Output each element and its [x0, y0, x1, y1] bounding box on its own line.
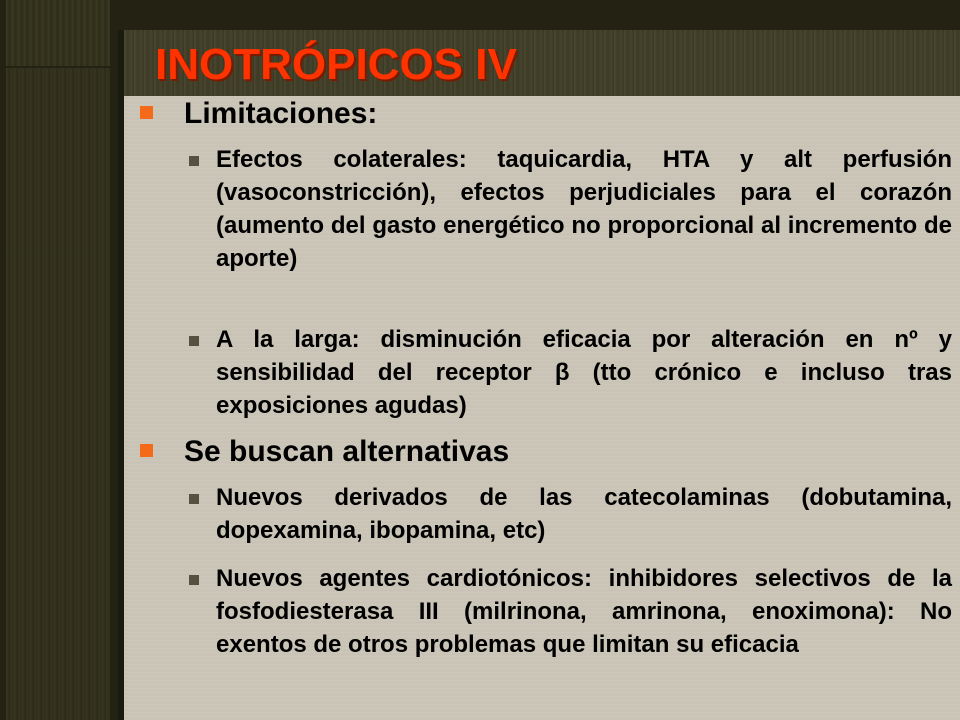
list-item	[216, 323, 952, 422]
list-item-text: Nuevos agentes cardiotónicos: inhibidores selectivos de la fosfodiesterasa III (milrinona, amrinona, enoximona): No exentos de otros problemas que limitan su eficacia	[216, 565, 952, 658]
square-bullet-icon	[140, 106, 153, 119]
square-bullet-icon	[140, 444, 153, 457]
section-heading-text: Se buscan alternativas	[184, 435, 510, 468]
section-heading-text: Limitaciones:	[184, 97, 378, 130]
list-item	[216, 562, 952, 661]
slide-title: INOTRÓPICOS IV	[155, 40, 517, 89]
list-item	[216, 143, 952, 275]
list-item-text: Nuevos derivados de las catecolaminas (dobutamina, dopexamina, ibopamina, etc)	[216, 484, 952, 544]
section-heading-alternativas	[140, 435, 509, 469]
square-bullet-icon	[189, 494, 199, 504]
section-heading-limitaciones	[140, 97, 377, 131]
list-item-text: Efectos colaterales: taquicardia, HTA y alt perfusión (vasoconstricción), efectos perjudiciales para el corazón (aumento del gasto energético no proporcional al incremento de aporte)	[216, 146, 952, 272]
list-item-text: A la larga: disminución eficacia por alteración en nº y sensibilidad del receptor β (tto crónico e incluso tras exposiciones agudas)	[216, 326, 952, 419]
square-bullet-icon	[189, 575, 199, 585]
list-item	[216, 481, 952, 547]
square-bullet-icon	[189, 336, 199, 346]
square-bullet-icon	[189, 156, 199, 166]
